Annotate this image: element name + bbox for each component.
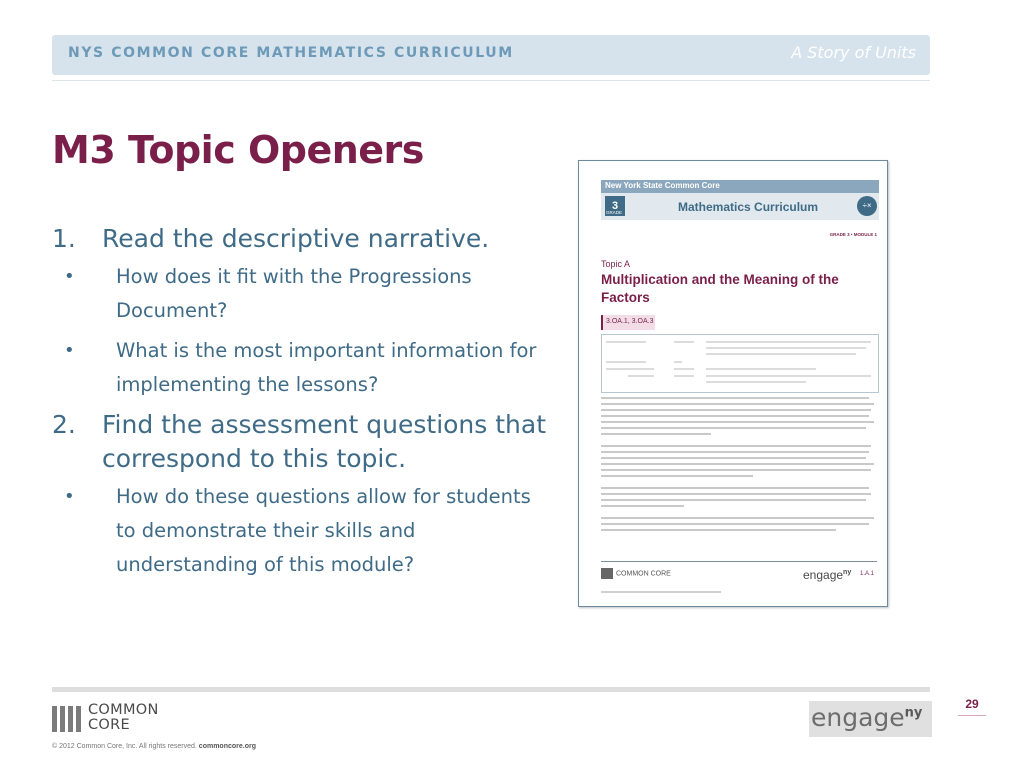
item-text: Read the descriptive narrative. (102, 224, 490, 253)
bullet-item (52, 260, 552, 328)
bullet-text: What is the most important information for implementing the lessons? (116, 339, 537, 396)
bullet-text: How do these questions allow for students to demonstrate their skills and understanding of this module? (116, 485, 531, 576)
slide-body (52, 222, 552, 588)
engage-ny-text: engage$^{ny}$ (811, 703, 923, 732)
item-text: Find the assessment questions that correspond to this topic. (102, 410, 547, 473)
doc-curriculum-title: Mathematics Curriculum (678, 200, 819, 214)
footer-divider (52, 687, 930, 692)
doc-topic-label: Topic A (601, 259, 631, 269)
grade-badge: 3 (605, 196, 625, 216)
logo-line-2: CORE (88, 717, 130, 733)
doc-banner (601, 180, 879, 193)
copyright-notice: © 2012 Common Core, Inc. All rights reserved. commoncore.org (52, 743, 256, 750)
header-banner (52, 35, 930, 75)
bullet-item (52, 334, 552, 402)
doc-footer-engage-logo: engage$^{ny}$ (803, 568, 852, 582)
doc-narrative-text (601, 397, 877, 535)
page-number: 29 (958, 697, 986, 716)
curriculum-title: NYS COMMON CORE MATHEMATICS CURRICULUM (68, 45, 514, 61)
topic-document-thumbnail (578, 160, 888, 607)
slide-title: M3 Topic Openers (52, 128, 424, 172)
story-of-units-label: A Story of Units (791, 43, 916, 62)
bullet-glyph: • (64, 486, 75, 507)
bullet-glyph: • (64, 266, 75, 287)
numbered-item-2 (52, 408, 552, 476)
doc-topic-title: Multiplication and the Meaning of the Factors (601, 272, 839, 305)
item-number: 1. (52, 224, 76, 253)
doc-footer-logo: COMMON CORE (601, 568, 671, 579)
doc-footer-copyright (601, 591, 721, 593)
common-core-logo-text (88, 703, 159, 733)
doc-curriculum-bar (601, 193, 879, 220)
bullet-glyph: • (64, 340, 75, 361)
bullet-item (52, 480, 552, 582)
doc-footer-divider (601, 561, 877, 562)
engage-ny-logo (809, 701, 932, 737)
doc-grade-module: GRADE 3 • MODULE 1 (829, 232, 877, 237)
operations-icon: ÷× (857, 196, 877, 216)
header-divider (52, 80, 930, 81)
grade-badge-label: GRADE (606, 210, 623, 215)
doc-focus-table (601, 334, 879, 393)
numbered-item-1 (52, 222, 552, 256)
logo-line-1: COMMON (88, 702, 159, 718)
doc-banner-text: New York State Common Core (605, 181, 720, 190)
doc-footer-page: 1.A.1 (860, 571, 875, 577)
doc-standards: 3.OA.1, 3.OA.3 (606, 318, 654, 325)
item-number: 2. (52, 410, 76, 439)
common-core-logo-icon (52, 706, 81, 732)
doc-standards-box (601, 315, 655, 330)
bullet-text: How does it fit with the Progressions Document? (116, 265, 472, 322)
